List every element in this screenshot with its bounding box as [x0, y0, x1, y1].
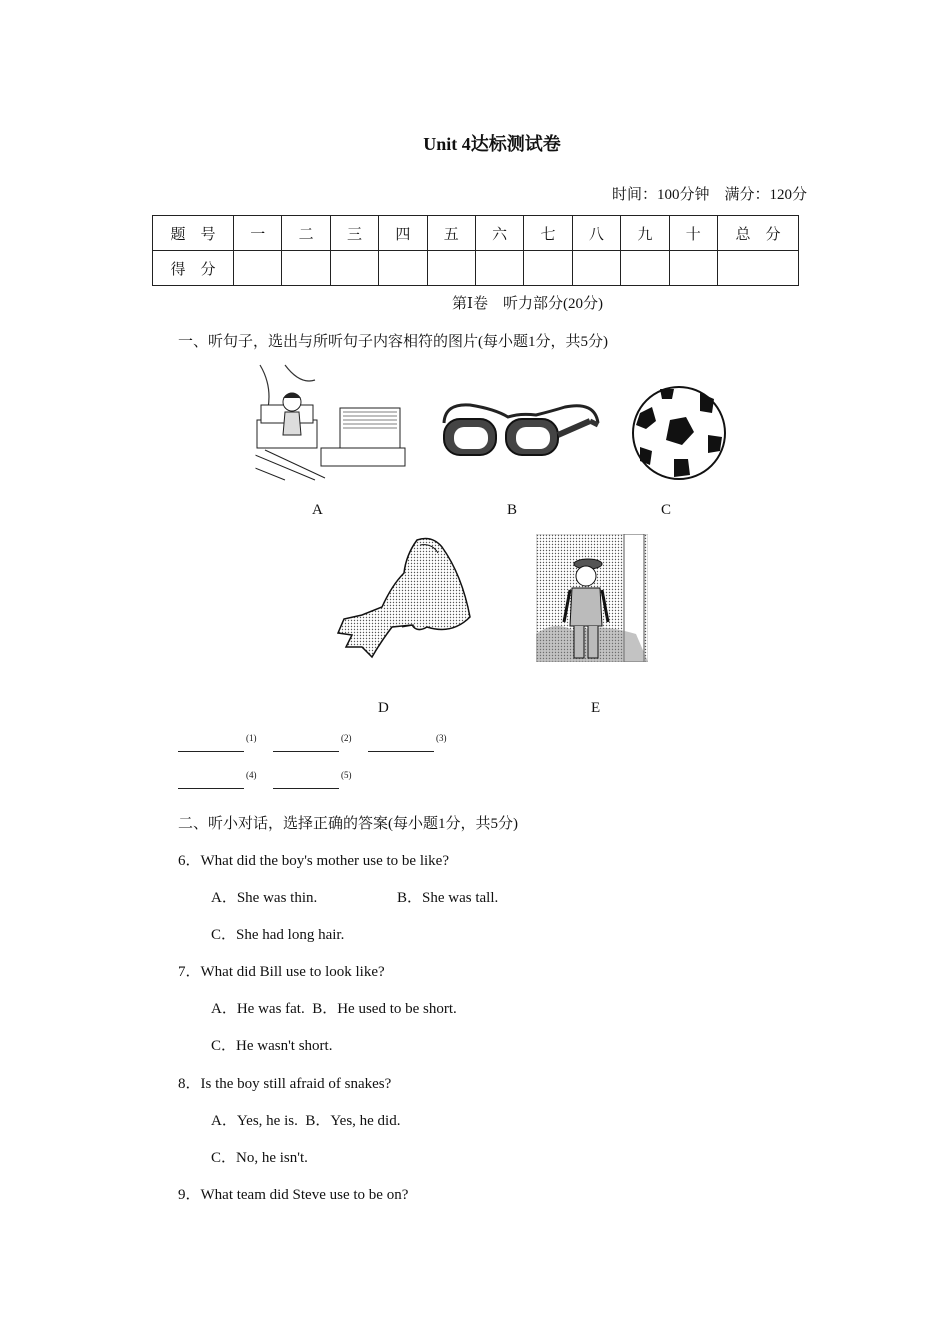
question-9-stem: 9．What team did Steve use to be on? [178, 1187, 409, 1203]
score-cell [669, 251, 717, 286]
header-cell: 题 号 [153, 216, 234, 251]
question-6-option-b[interactable]: B．She was tall. [397, 890, 499, 906]
section2-heading: 二、听小对话，选择正确的答案(每小题1分，共5分) [178, 816, 518, 832]
answer-blank-2[interactable] [273, 733, 352, 757]
question-8-stem: 8．Is the boy still afraid of snakes? [178, 1076, 392, 1092]
part1-heading: 第Ⅰ卷 听力部分(20分) [452, 296, 603, 312]
score-cell [718, 251, 799, 286]
blank-number: (1) [246, 733, 257, 743]
picture-label-e: E [591, 700, 601, 716]
header-cell: 五 [427, 216, 475, 251]
score-table-score-row [153, 251, 799, 286]
picture-label-c: C [661, 502, 672, 518]
question-6-option-a[interactable]: A．She was thin. [211, 890, 318, 906]
soccer-ball-image [630, 385, 728, 481]
question-7-stem: 7．What did Bill use to look like? [178, 964, 385, 980]
glasses-image [440, 395, 600, 470]
row-label: 得 分 [153, 251, 234, 286]
header-cell: 九 [621, 216, 669, 251]
score-table [152, 215, 799, 286]
score-cell [524, 251, 572, 286]
picture-label-b: B [507, 502, 518, 518]
header-cell: 四 [379, 216, 427, 251]
answer-blank-3[interactable] [368, 733, 447, 757]
header-cell: 八 [572, 216, 620, 251]
header-cell: 七 [524, 216, 572, 251]
blank-number: (3) [436, 733, 447, 743]
score-cell [621, 251, 669, 286]
question-7-options-ab[interactable]: A．He was fat. B．He used to be short. [211, 1001, 457, 1017]
header-cell: 二 [282, 216, 330, 251]
blank-number: (5) [341, 770, 352, 780]
score-cell [234, 251, 282, 286]
score-cell [282, 251, 330, 286]
soldier-by-tree-image [536, 534, 648, 662]
answer-blank-5[interactable] [273, 770, 352, 794]
question-6-option-c[interactable]: C．She had long hair. [211, 927, 345, 943]
answer-blank-4[interactable] [178, 770, 257, 794]
section1-heading: 一、听句子，选出与所听句子内容相符的图片(每小题1分，共5分) [178, 334, 608, 350]
score-table-header-row [153, 216, 799, 251]
question-6-stem: 6．What did the boy's mother use to be like? [178, 853, 449, 869]
clothing-image [332, 535, 472, 663]
question-8-options-ab[interactable]: A．Yes, he is. B．Yes, he did. [211, 1113, 401, 1129]
header-cell: 一 [234, 216, 282, 251]
exam-meta: 时间：100分钟 满分：120分 [611, 187, 807, 203]
header-cell: 三 [330, 216, 378, 251]
question-7-option-c[interactable]: C．He wasn't short. [211, 1038, 333, 1054]
header-cell: 六 [475, 216, 523, 251]
answer-blank-1[interactable] [178, 733, 257, 757]
page-title: Unit 4达标测试卷 [423, 134, 561, 154]
score-cell [572, 251, 620, 286]
blank-number: (4) [246, 770, 257, 780]
score-cell [379, 251, 427, 286]
blank-number: (2) [341, 733, 352, 743]
score-cell [427, 251, 475, 286]
header-cell: 总 分 [718, 216, 799, 251]
header-cell: 十 [669, 216, 717, 251]
score-cell [475, 251, 523, 286]
score-cell [330, 251, 378, 286]
question-8-option-c[interactable]: C．No, he isn't. [211, 1150, 308, 1166]
picture-label-d: D [378, 700, 389, 716]
picture-label-a: A [312, 502, 323, 518]
boy-watching-tv-image [255, 360, 407, 482]
